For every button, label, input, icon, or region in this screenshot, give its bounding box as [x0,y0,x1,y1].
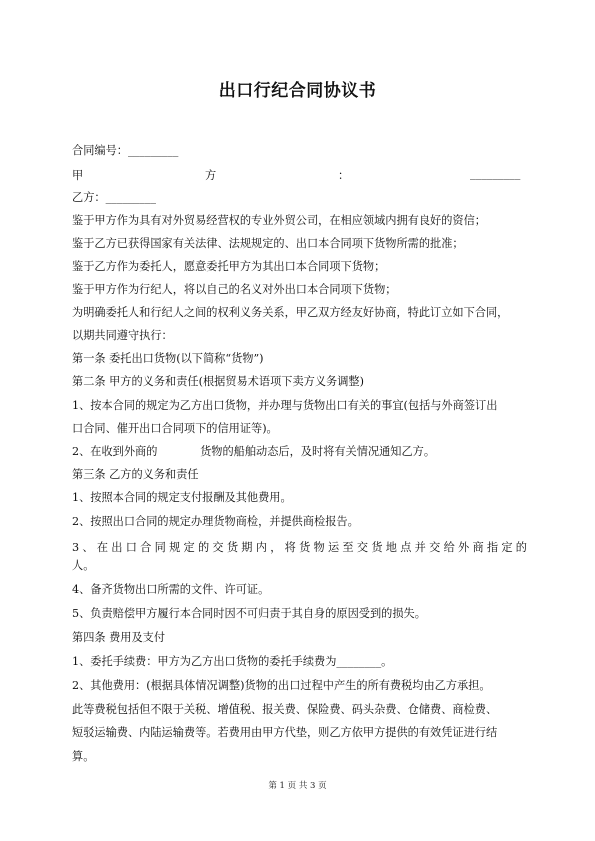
paragraph: 鉴于甲方作为具有对外贸易经营权的专业外贸公司，在相应领域内拥有良好的资信； [72,214,486,227]
paragraph: 2、其他费用：(根据具体情况调整)货物的出口过程中产生的所有费税均由乙方承担。 [72,679,491,692]
party-a-line [72,167,527,183]
article-heading: 第二条 甲方的义务和责任(根据贸易术语项下卖方义务调整) [72,375,364,388]
paragraph: 鉴于甲方作为行纪人，将以自己的名义对外出口本合同项下货物； [72,283,397,296]
paragraph: 口合同、催开出口合同项下的信用证等)。 [72,422,278,435]
article-heading: 第三条 乙方的义务和责任 [72,468,199,481]
paragraph: 1、按照本合同的规定支付报酬及其他费用。 [72,491,292,504]
paragraph: 此等费税包括但不限于关税、增值税、报关费、保险费、码头杂费、仓储费、商检费、 [72,703,498,716]
paragraph: 1、按本合同的规定为乙方出口货物，并办理与货物出口有关的事宜(包括与外商签订出 [72,399,498,412]
page-number-footer: 第 1 页 共 3 页 [268,781,327,791]
paragraph: 鉴于乙方已获得国家有关法律、法规规定的、出口本合同项下货物所需的批准； [72,237,464,250]
paragraph: 1、委托手续费：甲方为乙方出口货物的委托手续费为________。 [72,655,393,668]
party-a-label-2: 方 [205,169,217,182]
paragraph: 4、备齐货物出口所需的文件、许可证。 [72,583,270,596]
paragraph: 2、在收到外商的 货物的船舶动态后，及时将有关情况通知乙方。 [72,445,436,458]
article-heading: 第一条 委托出口货物(以下简称“货物”) [72,352,264,365]
paragraph: 鉴于乙方作为委托人，愿意委托甲方为其出口本合同项下货物； [72,260,386,273]
paragraph: 短驳运输费、内陆运输费等。若费用由甲方代垫，则乙方依甲方提供的有效凭证进行结 [72,726,498,739]
party-b-line: 乙方：_________ [72,191,156,204]
paragraph: 3、在出口合同规定的交货期内，将货物运至交货地点并交给外商指定的 [72,541,527,554]
paragraph: 为明确委托人和行纪人之间的权利义务关系，甲乙双方经友好协商，特此订立如下合同， [72,306,509,319]
paragraph: 2、按照出口合同的规定办理货物商检，并提供商检报告。 [72,515,359,528]
party-a-label-1: 甲 [72,169,84,182]
party-a-colon: ： [338,169,350,182]
article-heading: 第四条 费用及支付 [72,631,166,644]
paragraph: 5、负责赔偿甲方履行本合同时因不可归责于其自身的原因受到的损失。 [72,607,426,620]
paragraph: 算。 [72,750,95,763]
contract-number-line: 合同编号：_________ [72,144,179,157]
document-title: 出口行纪合同协议书 [218,81,377,101]
paragraph: 以期共同遵守执行： [72,329,173,342]
party-a-blank: _________ [470,167,521,180]
paragraph: 人。 [72,559,95,572]
